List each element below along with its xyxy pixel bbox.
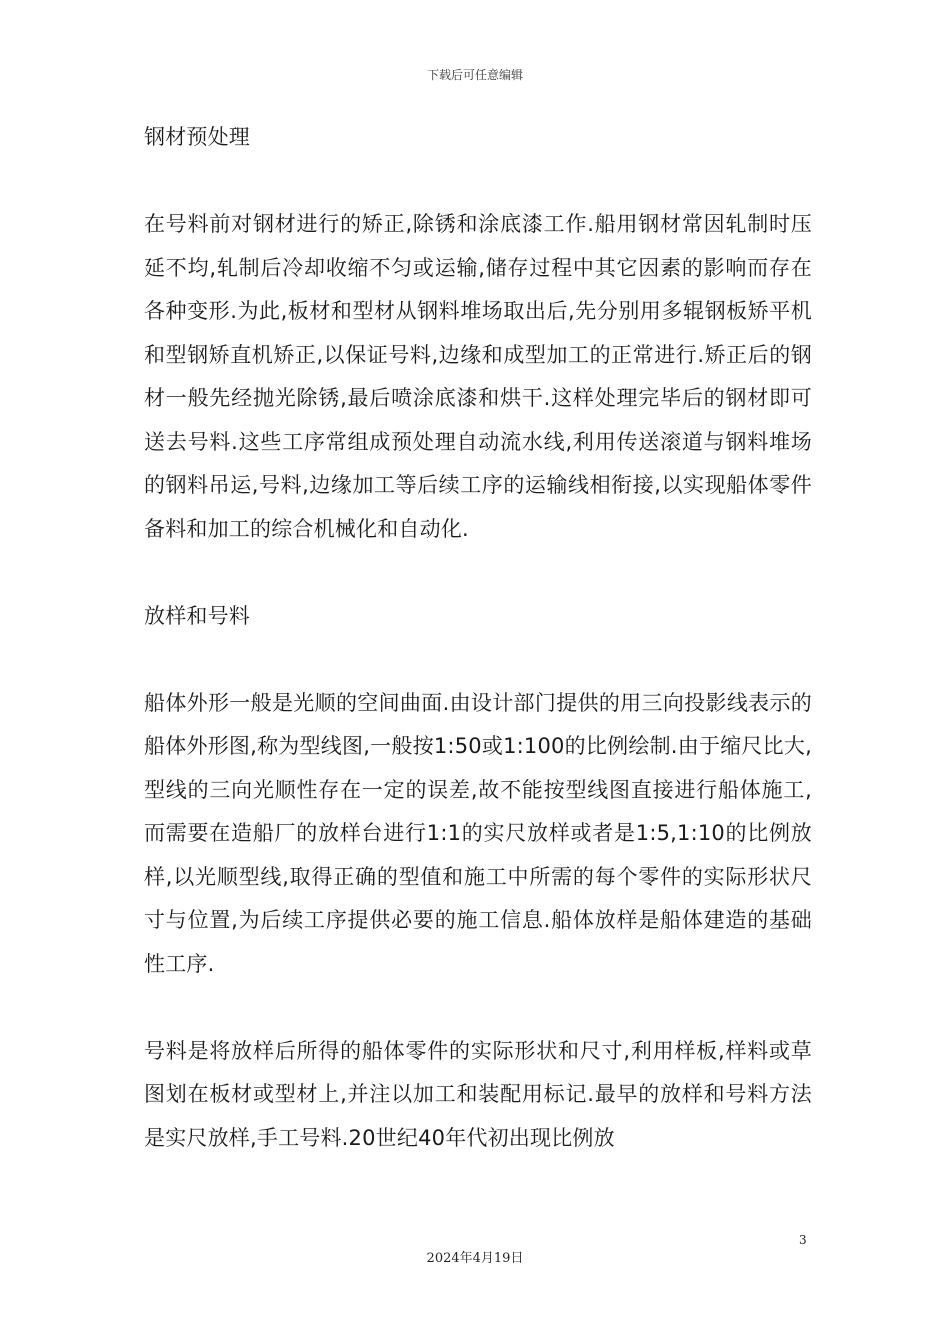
document-body xyxy=(144,116,812,1160)
page-header: 下载后可任意编辑 xyxy=(426,68,523,82)
section-heading-lofting-marking: 放样和号料 xyxy=(144,603,250,628)
section-heading-steel-pretreatment: 钢材预处理 xyxy=(144,125,250,149)
paragraph-steel-pretreatment: 在号料前对钢材进行的矫正,除锈和涂底漆工作.船用钢材常因轧制时压延不均,轧制后冷却收缩不匀或运输,储存过程中其它因素的影响而存在各种变形.为此,板材和型材从钢料堆场取出后,先分别用多辊钢板矫平机和型钢矫直机矫正,以保证号料,边缘和成型加工的正常进行.矫正后的钢材一般先经抛光除锈,最后喷涂底漆和烘干.这样处理完毕后的钢材即可送去号料.这些工序常组成预处理自动流水线,利用传送滚道与钢料堆场的钢料吊运,号料,边缘加工等后续工序的运输线相衔接,以实现船体零件备料和加工的综合机械化和自动化. xyxy=(144,212,812,541)
spacer xyxy=(144,160,812,204)
page-footer-date: 2024年4月19日 xyxy=(426,1251,524,1266)
spacer xyxy=(144,986,812,1030)
spacer xyxy=(144,551,812,595)
paragraph-lofting: 船体外形一般是光顺的空间曲面.由设计部门提供的用三向投影线表示的船体外形图,称为型线图,一般按1:50或1:100的比例绘制.由于缩尺比大,型线的三向光顺性存在一定的误差,故不能按型线图直接进行船体施工,而需要在造船厂的放样台进行1:1的实尺放样或者是1:5,1:10的比例放样,以光顺型线,取得正确的型值和施工中所需的每个零件的实际形状尺寸与位置,为后续工序提供必要的施工信息.船体放样是船体建造的基础性工序. xyxy=(144,690,812,976)
page-number: 3 xyxy=(799,1233,807,1247)
paragraph-marking: 号料是将放样后所得的船体零件的实际形状和尺寸,利用样板,样料或草图划在板材或型材上,并注以加工和装配用标记.最早的放样和号料方法是实尺放样,手工号料.20世纪40年代初出现比例放 xyxy=(144,1038,812,1150)
spacer xyxy=(144,638,812,682)
